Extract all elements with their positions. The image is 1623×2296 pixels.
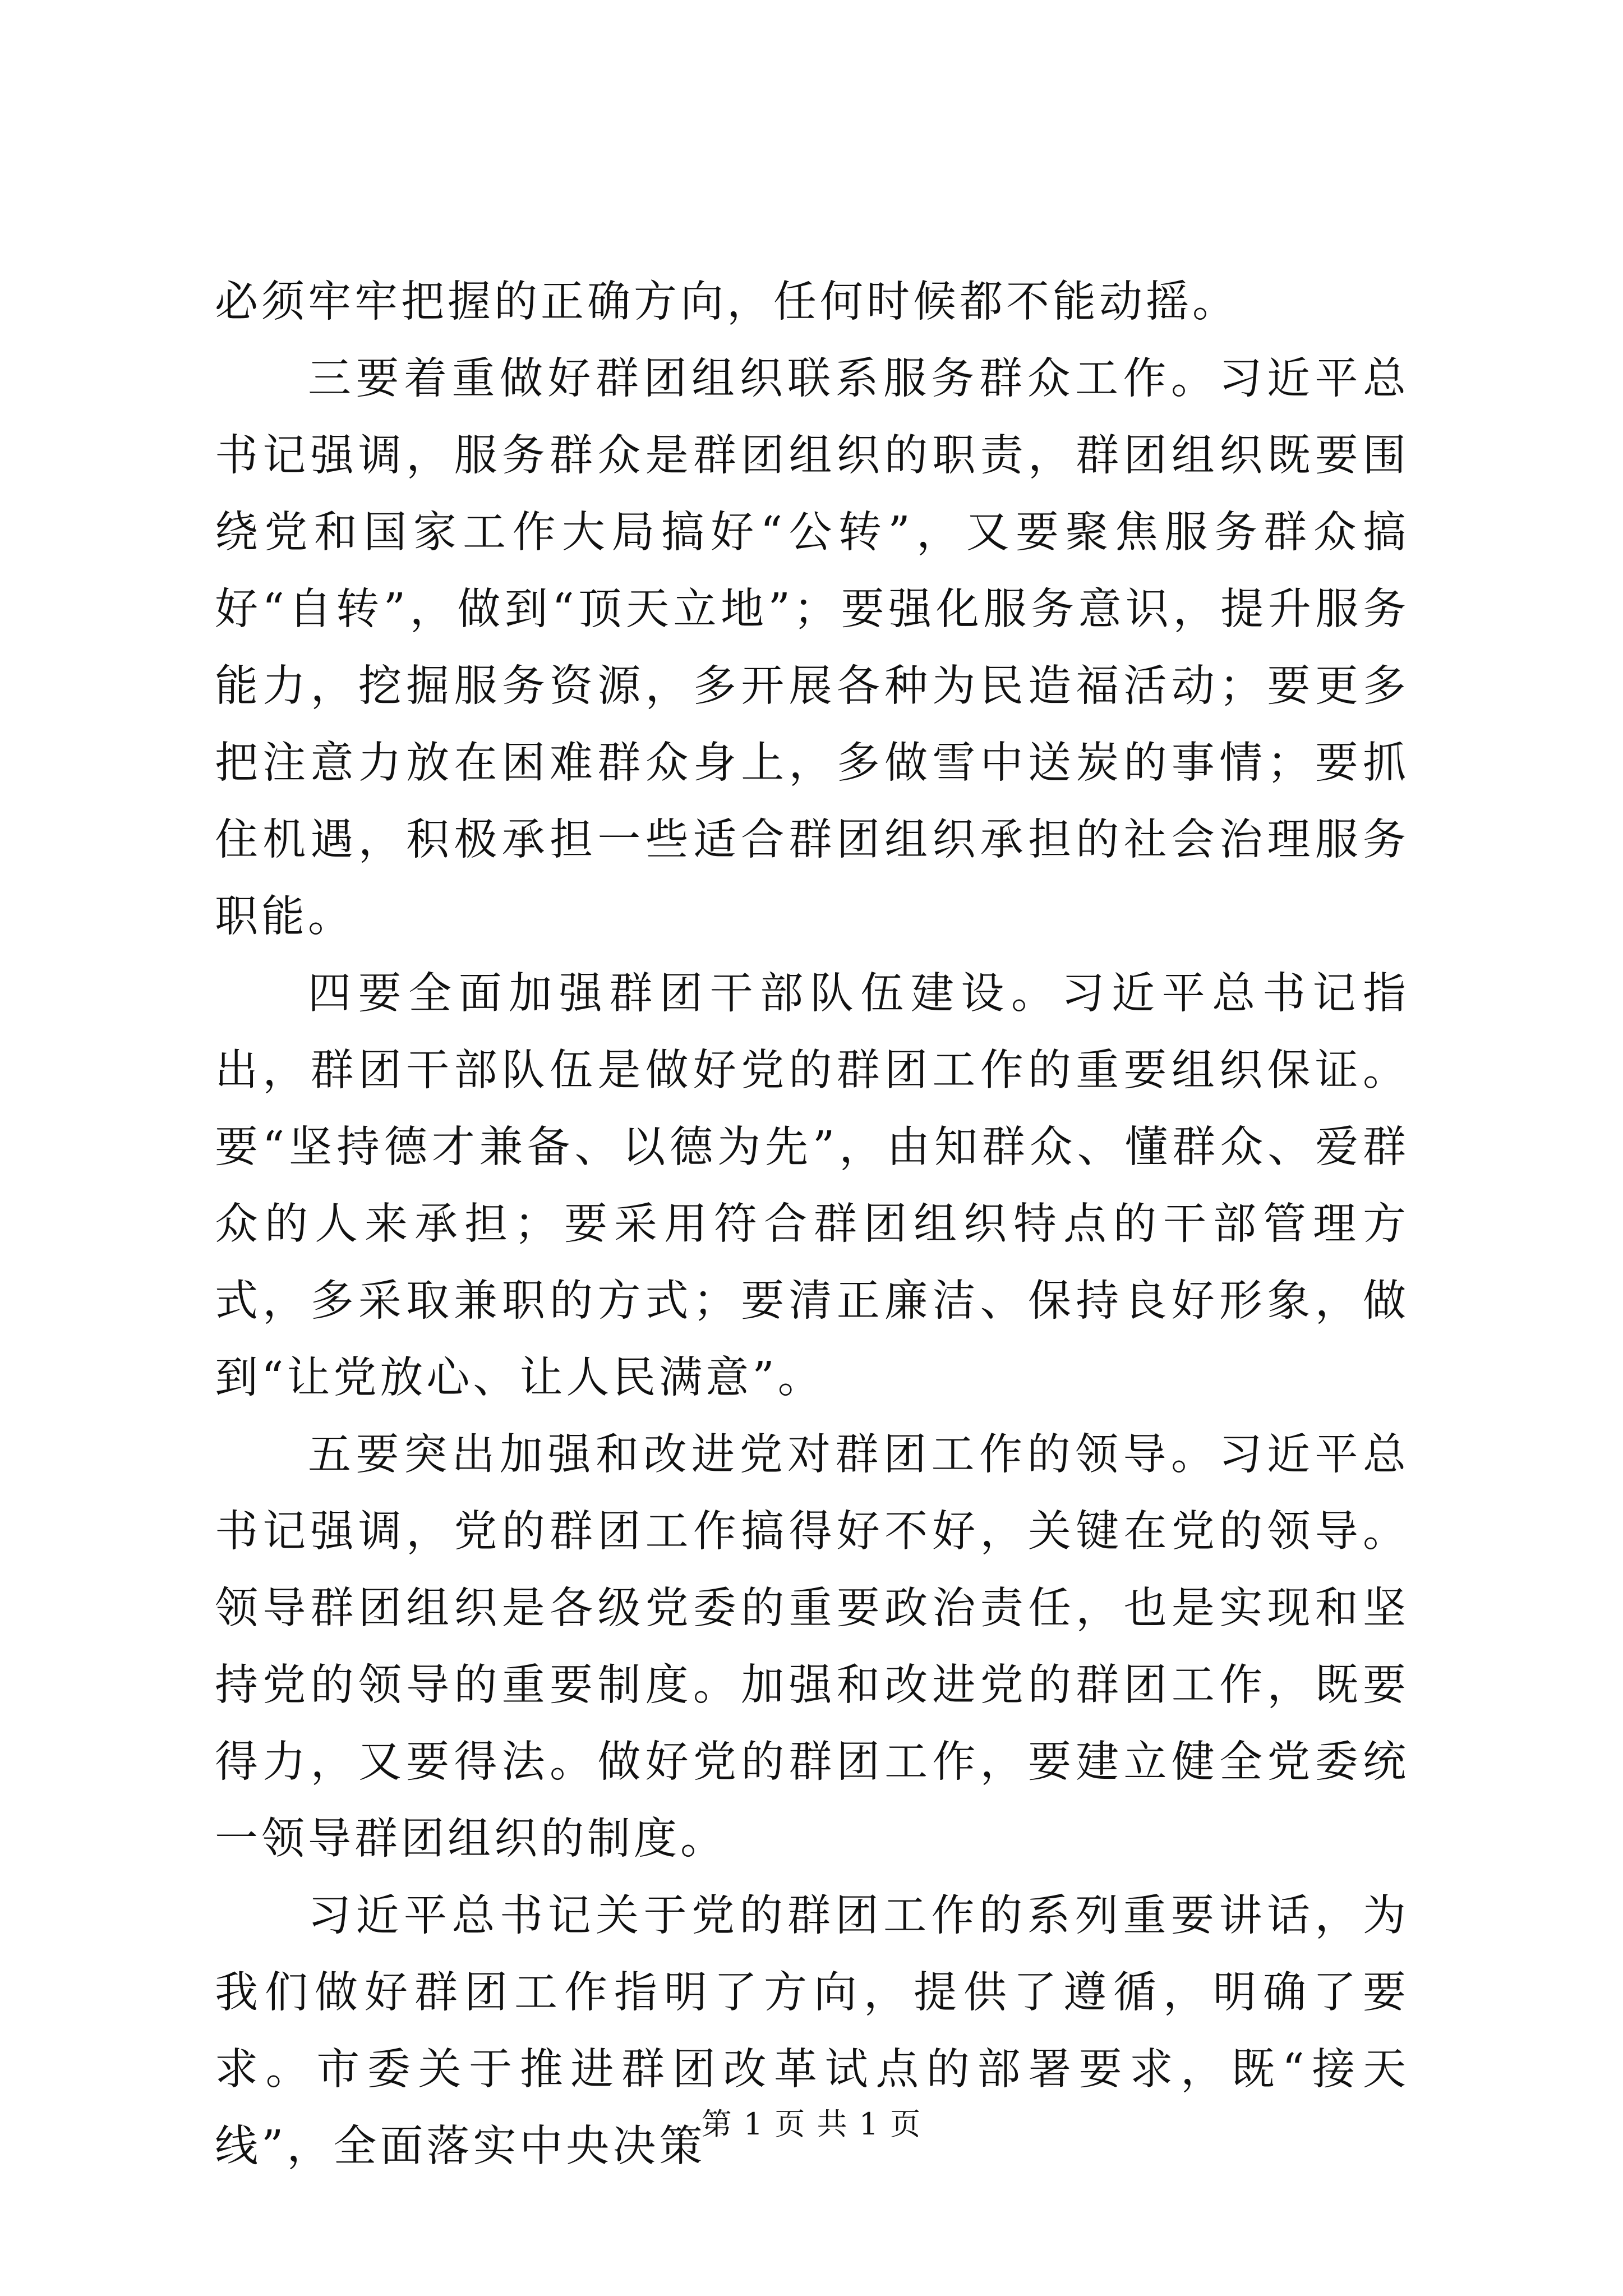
document-body xyxy=(215,264,1409,2185)
paragraph-4: 五要突出加强和改进党对群团工作的领导。习近平总书记强调，党的群团工作搞得好不好，关键在党的领导。领导群团组织是各级党委的重要政治责任，也是实现和坚持党的领导的重要制度。加强和改进党的群团工作，既要得力，又要得法。做好党的群团工作，要建立健全党委统一领导群团组织的制度。 xyxy=(215,1430,1409,1864)
paragraph-5: 习近平总书记关于党的群团工作的系列重要讲话，为我们做好群团工作指明了方向，提供了遵循，明确了要求。市委关于推进群团改革试点的部署要求，既“接天线”，全面落实中央决策 xyxy=(215,1891,1409,2171)
paragraph-1: 必须牢牢把握的正确方向，任何时候都不能动摇。 xyxy=(215,277,1239,327)
paragraph-2: 三要着重做好群团组织联系服务群众工作。习近平总书记强调，服务群众是群团组织的职责，群团组织既要围绕党和国家工作大局搞好“公转”，又要聚焦服务群众搞好“自转”，做到“顶天立地”；要强化服务意识，提升服务能力，挖掘服务资源，多开展各种为民造福活动；要更多把注意力放在困难群众身上，多做雪中送炭的事情；要抓住机遇，积极承担一些适合群团组织承担的社会治理服务职能。 xyxy=(215,354,1409,942)
page-number: 第 1 页 共 1 页 xyxy=(701,2106,922,2142)
paragraph-3: 四要全面加强群团干部队伍建设。习近平总书记指出，群团干部队伍是做好党的群团工作的重要组织保证。要“坚持德才兼备、以德为先”，由知群众、懂群众、爱群众的人来承担；要采用符合群团组织特点的干部管理方式，多采取兼职的方式；要清正廉洁、保持良好形象，做到“让党放心、让人民满意”。 xyxy=(215,969,1409,1403)
page-footer xyxy=(0,2105,1623,2144)
